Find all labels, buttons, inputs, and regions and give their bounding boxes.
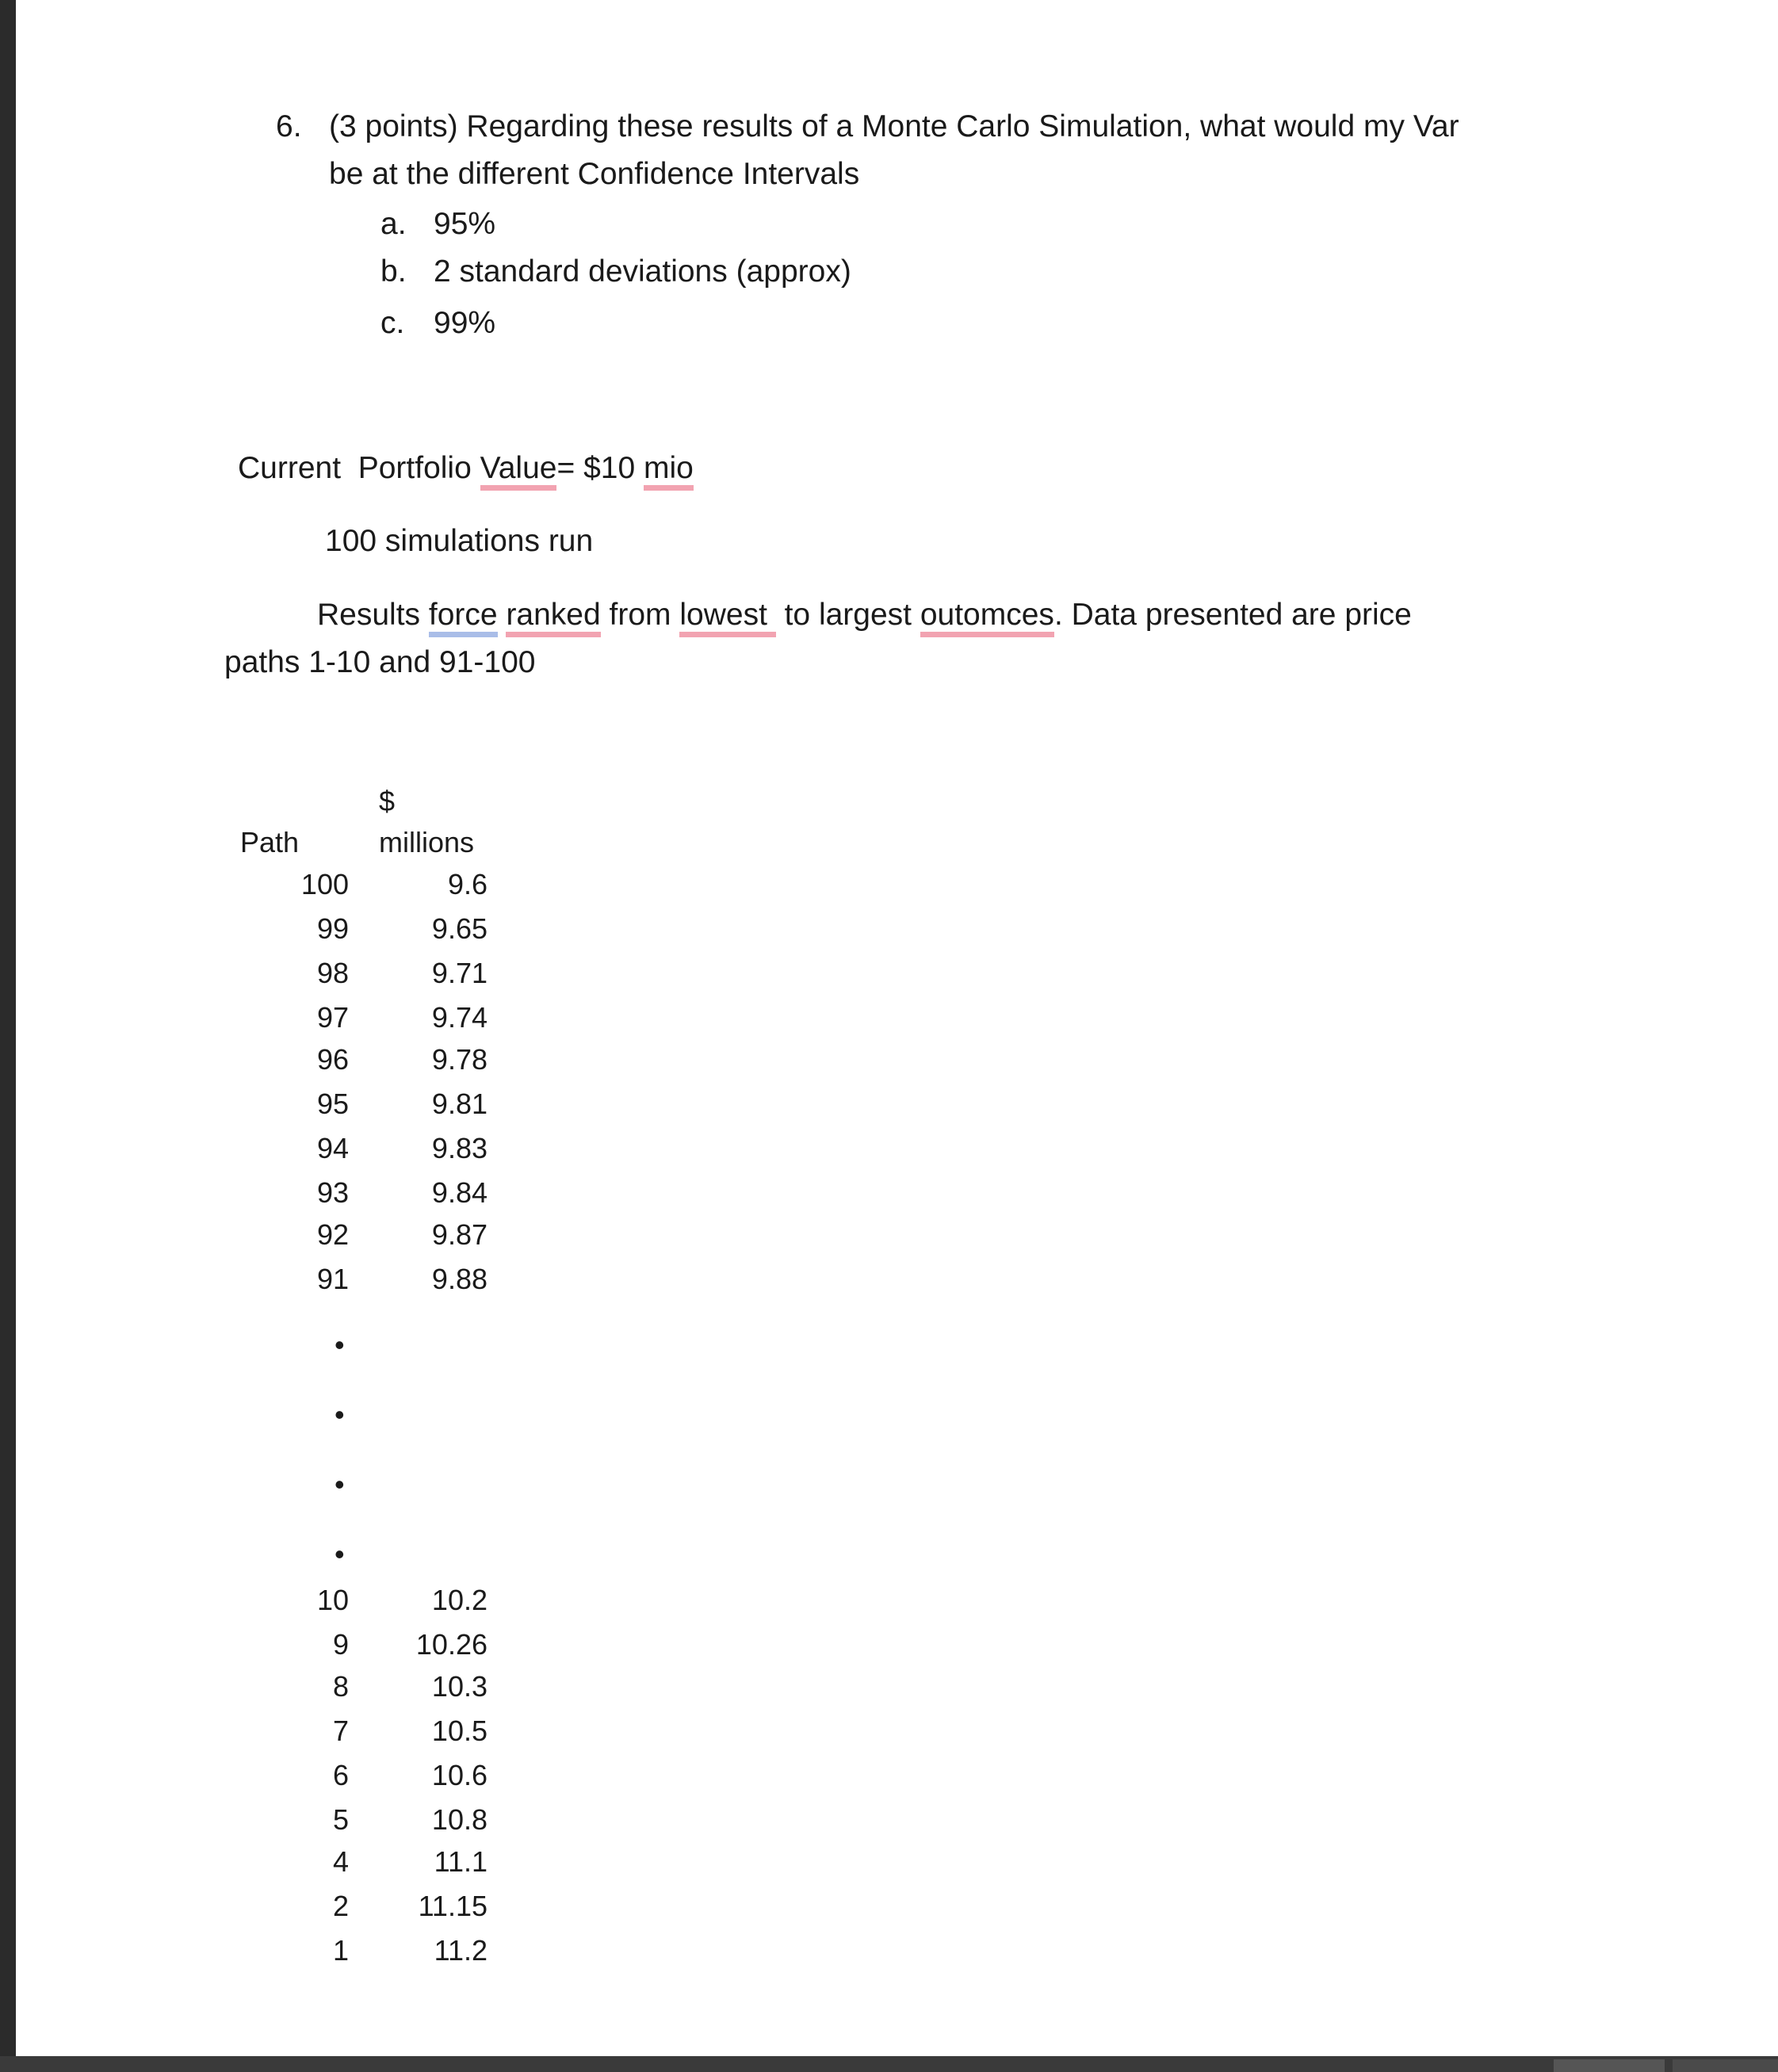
results-force: force [429, 598, 498, 637]
header-millions: millions [379, 826, 475, 858]
table-row-path: 7 [332, 1715, 349, 1747]
table-row-value: 9.83 [431, 1132, 488, 1164]
header-dollar: $ [379, 785, 396, 817]
results-w8: . Data presented are price [1053, 598, 1412, 632]
table-row-path: 99 [316, 912, 349, 945]
portfolio-line [238, 450, 694, 487]
results-lowest: lowest [679, 598, 775, 637]
results-line-1 [317, 597, 1412, 633]
table-row-path: 91 [316, 1263, 349, 1295]
option-b-letter: b. [380, 254, 407, 289]
table-row-value: 9.6 [447, 868, 488, 900]
table-row-value: 9.71 [431, 957, 488, 989]
question-number: 6. [276, 109, 302, 143]
table-row-value: 11.1 [434, 1845, 488, 1878]
table-row-value: 10.26 [415, 1628, 488, 1661]
table-row-value: 9.65 [431, 912, 488, 945]
table-row-path: 6 [332, 1759, 349, 1791]
table-row-value: 10.5 [431, 1715, 488, 1747]
ellipsis-dot: • [335, 1538, 345, 1570]
option-a-text: 95% [434, 207, 496, 241]
table-row-value: 9.88 [431, 1263, 488, 1295]
table-row-path: 93 [316, 1176, 349, 1209]
header-path: Path [240, 826, 300, 858]
table-row-path: 8 [332, 1670, 349, 1703]
question-line-1: (3 points) Regarding these results of a Monte Carlo Simulation, what would my Var [329, 109, 1459, 143]
question-line-2: be at the different Confidence Intervals [329, 157, 860, 191]
table-row-value: 10.3 [431, 1670, 488, 1703]
results-line-2: paths 1-10 and 91-100 [224, 645, 536, 679]
results-w4: from [600, 598, 680, 632]
results-ranked: ranked [506, 598, 600, 637]
table-row-path: 2 [332, 1890, 349, 1922]
portfolio-value-word: Value [480, 451, 557, 491]
portfolio-middle: = $10 [556, 451, 644, 485]
results-w1: Results [317, 598, 429, 632]
bottom-bar-tab[interactable] [1673, 2059, 1778, 2072]
ellipsis-dot: • [335, 1468, 345, 1500]
table-row-value: 10.8 [431, 1803, 488, 1836]
portfolio-unit: mio [644, 451, 694, 491]
table-row-value: 11.2 [434, 1934, 488, 1967]
table-row-path: 96 [316, 1043, 349, 1076]
table-row-path: 4 [332, 1845, 349, 1878]
table-row-value: 9.84 [431, 1176, 488, 1209]
table-row-value: 9.78 [431, 1043, 488, 1076]
table-row-value: 9.87 [431, 1218, 488, 1251]
window-bottom-bar [0, 2056, 1778, 2072]
bottom-bar-tab[interactable] [1554, 2059, 1665, 2072]
table-row-path: 95 [316, 1088, 349, 1120]
table-row-path: 94 [316, 1132, 349, 1164]
table-row-path: 1 [332, 1934, 349, 1967]
table-row-path: 9 [332, 1628, 349, 1661]
option-c-text: 99% [434, 306, 496, 340]
results-outomces: outomces [920, 598, 1054, 637]
table-row-path: 92 [316, 1218, 349, 1251]
option-c-letter: c. [380, 306, 405, 340]
portfolio-prefix: Current Portfolio [238, 451, 480, 485]
option-b-text: 2 standard deviations (approx) [434, 254, 851, 289]
option-a-letter: a. [380, 207, 407, 241]
table-row-path: 98 [316, 957, 349, 989]
table-row-value: 10.6 [431, 1759, 488, 1791]
table-row-path: 97 [316, 1001, 349, 1034]
table-row-path: 10 [316, 1584, 349, 1616]
ellipsis-dot: • [335, 1328, 345, 1361]
results-w6: to largest [775, 598, 920, 632]
ellipsis-dot: • [335, 1398, 345, 1431]
table-row-value: 9.74 [431, 1001, 488, 1034]
table-row-value: 10.2 [431, 1584, 488, 1616]
window-left-edge [0, 0, 16, 2072]
table-row-path: 5 [332, 1803, 349, 1836]
table-row-path: 100 [300, 868, 349, 900]
table-row-value: 11.15 [418, 1890, 488, 1922]
table-row-value: 9.81 [431, 1088, 488, 1120]
simulations-line: 100 simulations run [325, 524, 594, 558]
